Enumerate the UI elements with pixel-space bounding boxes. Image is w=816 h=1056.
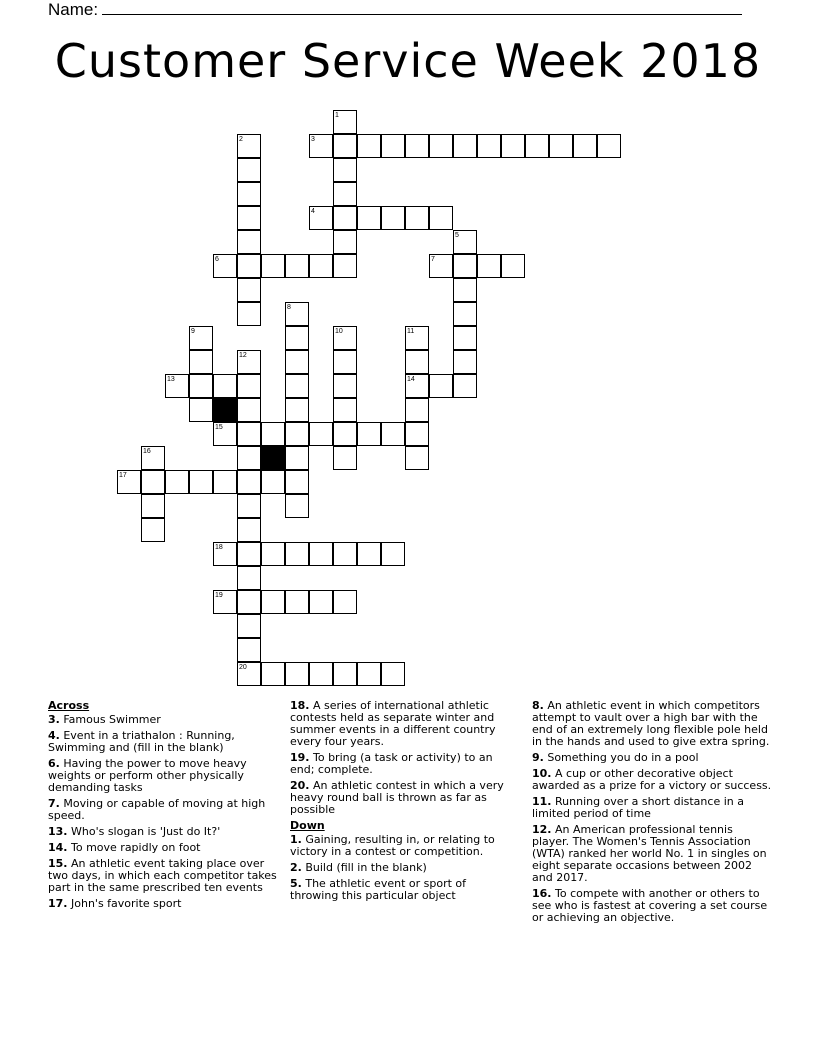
grid-cell[interactable] bbox=[237, 350, 261, 374]
grid-cell[interactable] bbox=[405, 398, 429, 422]
grid-cell[interactable] bbox=[285, 470, 309, 494]
clue-down-5: 5. The athletic event or sport of throwing this particular object bbox=[290, 877, 467, 902]
grid-cell[interactable] bbox=[165, 470, 189, 494]
clue-down-8: 8. An athletic event in which competitors attempt to vault over a high bar with the end of an extremely long flexible pole held in the hands and used to give extra spring. bbox=[532, 699, 770, 748]
clues-column-2 bbox=[290, 700, 512, 906]
grid-cell[interactable] bbox=[285, 494, 309, 518]
clue-number-12: 12 bbox=[239, 352, 247, 359]
grid-cell[interactable] bbox=[285, 398, 309, 422]
grid-cell[interactable] bbox=[309, 590, 333, 614]
grid-cell[interactable] bbox=[237, 518, 261, 542]
grid-cell[interactable] bbox=[285, 542, 309, 566]
clue-across-18: 18. A series of international athletic contests held as separate winter and summer events in a different country every four years. bbox=[290, 699, 496, 748]
clue-number-4: 4 bbox=[311, 208, 315, 215]
grid-cell[interactable] bbox=[213, 542, 237, 566]
grid-cell[interactable] bbox=[381, 542, 405, 566]
grid-cell[interactable] bbox=[117, 470, 141, 494]
grid-cell[interactable] bbox=[501, 134, 525, 158]
grid-cell[interactable] bbox=[333, 206, 357, 230]
across-heading: Across bbox=[48, 699, 90, 712]
grid-cell[interactable] bbox=[237, 542, 261, 566]
clue-number-20: 20 bbox=[239, 664, 247, 671]
grid-cell[interactable] bbox=[237, 302, 261, 326]
clue-down-10: 10. A cup or other decorative object awarded as a prize for a victory or success. bbox=[532, 767, 772, 792]
grid-cell[interactable] bbox=[285, 590, 309, 614]
clue-number-3: 3 bbox=[311, 136, 315, 143]
grid-cell[interactable] bbox=[213, 254, 237, 278]
grid-cell[interactable] bbox=[285, 350, 309, 374]
grid-cell[interactable] bbox=[237, 614, 261, 638]
grid-cell[interactable] bbox=[261, 254, 285, 278]
grid-cell[interactable] bbox=[261, 542, 285, 566]
grid-cell[interactable] bbox=[453, 326, 477, 350]
grid-cell[interactable] bbox=[333, 134, 357, 158]
grid-cell[interactable] bbox=[261, 470, 285, 494]
clue-number-5: 5 bbox=[455, 232, 459, 239]
clue-number-17: 17 bbox=[119, 472, 127, 479]
grid-cell[interactable] bbox=[333, 422, 357, 446]
clue-across-15: 15. An athletic event taking place over two days, in which each competitor takes part in the same prescribed ten events bbox=[48, 857, 277, 894]
grid-cell[interactable] bbox=[237, 494, 261, 518]
clue-down-12: 12. An American professional tennis player. The Women's Tennis Association (WTA) ranked her world No. 1 in singles on eight separate occasions between 2002 and 2017. bbox=[532, 823, 767, 884]
grid-cell[interactable] bbox=[549, 134, 573, 158]
grid-cell[interactable] bbox=[213, 590, 237, 614]
grid-cell[interactable] bbox=[285, 254, 309, 278]
grid-cell[interactable] bbox=[237, 230, 261, 254]
grid-cell[interactable] bbox=[333, 446, 357, 470]
grid-cell[interactable] bbox=[477, 134, 501, 158]
clue-number-13: 13 bbox=[167, 376, 175, 383]
grid-cell[interactable] bbox=[453, 374, 477, 398]
grid-cell[interactable] bbox=[165, 374, 189, 398]
grid-cell[interactable] bbox=[189, 350, 213, 374]
grid-cell[interactable] bbox=[237, 134, 261, 158]
clue-across-20: 20. An athletic contest in which a very heavy round ball is thrown as far as possible bbox=[290, 779, 504, 816]
grid-cell[interactable] bbox=[501, 254, 525, 278]
clue-number-10: 10 bbox=[335, 328, 343, 335]
grid-cell[interactable] bbox=[333, 110, 357, 134]
grid-cell[interactable] bbox=[237, 470, 261, 494]
grid-cell[interactable] bbox=[237, 182, 261, 206]
grid-cell[interactable] bbox=[237, 158, 261, 182]
grid-cell[interactable] bbox=[237, 278, 261, 302]
grid-block bbox=[213, 398, 237, 422]
grid-cell[interactable] bbox=[357, 662, 381, 686]
grid-cell[interactable] bbox=[453, 254, 477, 278]
clues-column-1 bbox=[48, 700, 280, 914]
grid-cell[interactable] bbox=[309, 134, 333, 158]
grid-cell[interactable] bbox=[213, 470, 237, 494]
grid-cell[interactable] bbox=[237, 374, 261, 398]
grid-cell[interactable] bbox=[429, 206, 453, 230]
grid-cell[interactable] bbox=[285, 302, 309, 326]
grid-cell[interactable] bbox=[237, 566, 261, 590]
clue-across-3: 3. Famous Swimmer bbox=[48, 713, 161, 726]
grid-cell[interactable] bbox=[309, 254, 333, 278]
clue-number-11: 11 bbox=[407, 328, 415, 335]
grid-cell[interactable] bbox=[597, 134, 621, 158]
grid-cell[interactable] bbox=[237, 254, 261, 278]
grid-cell[interactable] bbox=[213, 374, 237, 398]
grid-cell[interactable] bbox=[237, 398, 261, 422]
grid-cell[interactable] bbox=[573, 134, 597, 158]
grid-cell[interactable] bbox=[429, 374, 453, 398]
grid-cell[interactable] bbox=[309, 422, 333, 446]
grid-cell[interactable] bbox=[333, 254, 357, 278]
grid-cell[interactable] bbox=[453, 230, 477, 254]
clue-number-16: 16 bbox=[143, 448, 151, 455]
grid-cell[interactable] bbox=[285, 446, 309, 470]
grid-cell[interactable] bbox=[333, 158, 357, 182]
grid-cell[interactable] bbox=[213, 422, 237, 446]
grid-cell[interactable] bbox=[237, 446, 261, 470]
grid-cell[interactable] bbox=[189, 398, 213, 422]
clue-down-11: 11. Running over a short distance in a limited period of time bbox=[532, 795, 744, 820]
grid-cell[interactable] bbox=[381, 206, 405, 230]
grid-cell[interactable] bbox=[381, 134, 405, 158]
clue-number-9: 9 bbox=[191, 328, 195, 335]
grid-cell[interactable] bbox=[189, 374, 213, 398]
grid-cell[interactable] bbox=[357, 422, 381, 446]
page-title: Customer Service Week 2018 bbox=[54, 34, 762, 88]
grid-cell[interactable] bbox=[333, 326, 357, 350]
grid-cell[interactable] bbox=[309, 542, 333, 566]
grid-cell[interactable] bbox=[333, 590, 357, 614]
clue-across-17: 17. John's favorite sport bbox=[48, 897, 182, 910]
clue-number-1: 1 bbox=[335, 112, 339, 119]
clue-number-18: 18 bbox=[215, 544, 223, 551]
grid-cell[interactable] bbox=[141, 470, 165, 494]
grid-cell[interactable] bbox=[429, 254, 453, 278]
grid-cell[interactable] bbox=[333, 182, 357, 206]
clue-across-13: 13. Who's slogan is 'Just do It?' bbox=[48, 825, 221, 838]
grid-cell[interactable] bbox=[333, 662, 357, 686]
grid-cell[interactable] bbox=[285, 326, 309, 350]
grid-cell[interactable] bbox=[381, 662, 405, 686]
grid-cell[interactable] bbox=[309, 206, 333, 230]
grid-cell[interactable] bbox=[237, 590, 261, 614]
grid-cell[interactable] bbox=[237, 422, 261, 446]
clue-across-6: 6. Having the power to move heavy weights or perform other physically demanding tasks bbox=[48, 757, 247, 794]
grid-cell[interactable] bbox=[141, 446, 165, 470]
grid-cell[interactable] bbox=[405, 374, 429, 398]
clue-number-15: 15 bbox=[215, 424, 223, 431]
grid-cell[interactable] bbox=[333, 350, 357, 374]
grid-cell[interactable] bbox=[261, 590, 285, 614]
clue-number-14: 14 bbox=[407, 376, 415, 383]
clue-across-4: 4. Event in a triathalon : Running, Swimming and (fill in the blank) bbox=[48, 729, 235, 754]
grid-cell[interactable] bbox=[333, 542, 357, 566]
grid-cell[interactable] bbox=[189, 326, 213, 350]
clue-down-2: 2. Build (fill in the blank) bbox=[290, 861, 427, 874]
grid-cell[interactable] bbox=[405, 206, 429, 230]
grid-cell[interactable] bbox=[261, 662, 285, 686]
grid-cell[interactable] bbox=[405, 326, 429, 350]
grid-cell[interactable] bbox=[309, 662, 333, 686]
clue-number-6: 6 bbox=[215, 256, 219, 263]
grid-cell[interactable] bbox=[285, 422, 309, 446]
grid-cell[interactable] bbox=[453, 350, 477, 374]
grid-cell[interactable] bbox=[453, 278, 477, 302]
grid-cell[interactable] bbox=[261, 422, 285, 446]
grid-cell[interactable] bbox=[189, 470, 213, 494]
clue-across-14: 14. To move rapidly on foot bbox=[48, 841, 201, 854]
grid-cell[interactable] bbox=[453, 134, 477, 158]
grid-cell[interactable] bbox=[405, 134, 429, 158]
grid-cell[interactable] bbox=[405, 422, 429, 446]
grid-block bbox=[261, 446, 285, 470]
grid-cell[interactable] bbox=[405, 446, 429, 470]
clue-number-7: 7 bbox=[431, 256, 435, 263]
grid-cell[interactable] bbox=[477, 254, 501, 278]
grid-cell[interactable] bbox=[141, 494, 165, 518]
grid-cell[interactable] bbox=[525, 134, 549, 158]
grid-cell[interactable] bbox=[405, 350, 429, 374]
clues-column-3 bbox=[532, 700, 772, 928]
grid-cell[interactable] bbox=[429, 134, 453, 158]
clue-down-9: 9. Something you do in a pool bbox=[532, 751, 699, 764]
grid-cell[interactable] bbox=[285, 662, 309, 686]
grid-cell[interactable] bbox=[333, 374, 357, 398]
grid-cell[interactable] bbox=[357, 134, 381, 158]
grid-cell[interactable] bbox=[357, 206, 381, 230]
name-label: Name: bbox=[48, 0, 99, 19]
clue-number-8: 8 bbox=[287, 304, 291, 311]
clue-across-7: 7. Moving or capable of moving at high speed. bbox=[48, 797, 266, 822]
grid-cell[interactable] bbox=[333, 398, 357, 422]
grid-cell[interactable] bbox=[357, 542, 381, 566]
clue-down-16: 16. To compete with another or others to see who is fastest at covering a set course or achieving an objective. bbox=[532, 887, 768, 924]
clue-number-2: 2 bbox=[239, 136, 243, 143]
clue-down-1: 1. Gaining, resulting in, or relating to victory in a contest or competition. bbox=[290, 833, 495, 858]
grid-cell[interactable] bbox=[333, 230, 357, 254]
grid-cell[interactable] bbox=[237, 206, 261, 230]
down-heading: Down bbox=[290, 819, 325, 832]
grid-cell[interactable] bbox=[285, 374, 309, 398]
clue-number-19: 19 bbox=[215, 592, 223, 599]
clue-across-19: 19. To bring (a task or activity) to an end; complete. bbox=[290, 751, 493, 776]
grid-cell[interactable] bbox=[453, 302, 477, 326]
grid-cell[interactable] bbox=[237, 638, 261, 662]
grid-cell[interactable] bbox=[381, 422, 405, 446]
grid-cell[interactable] bbox=[141, 518, 165, 542]
grid-cell[interactable] bbox=[237, 662, 261, 686]
